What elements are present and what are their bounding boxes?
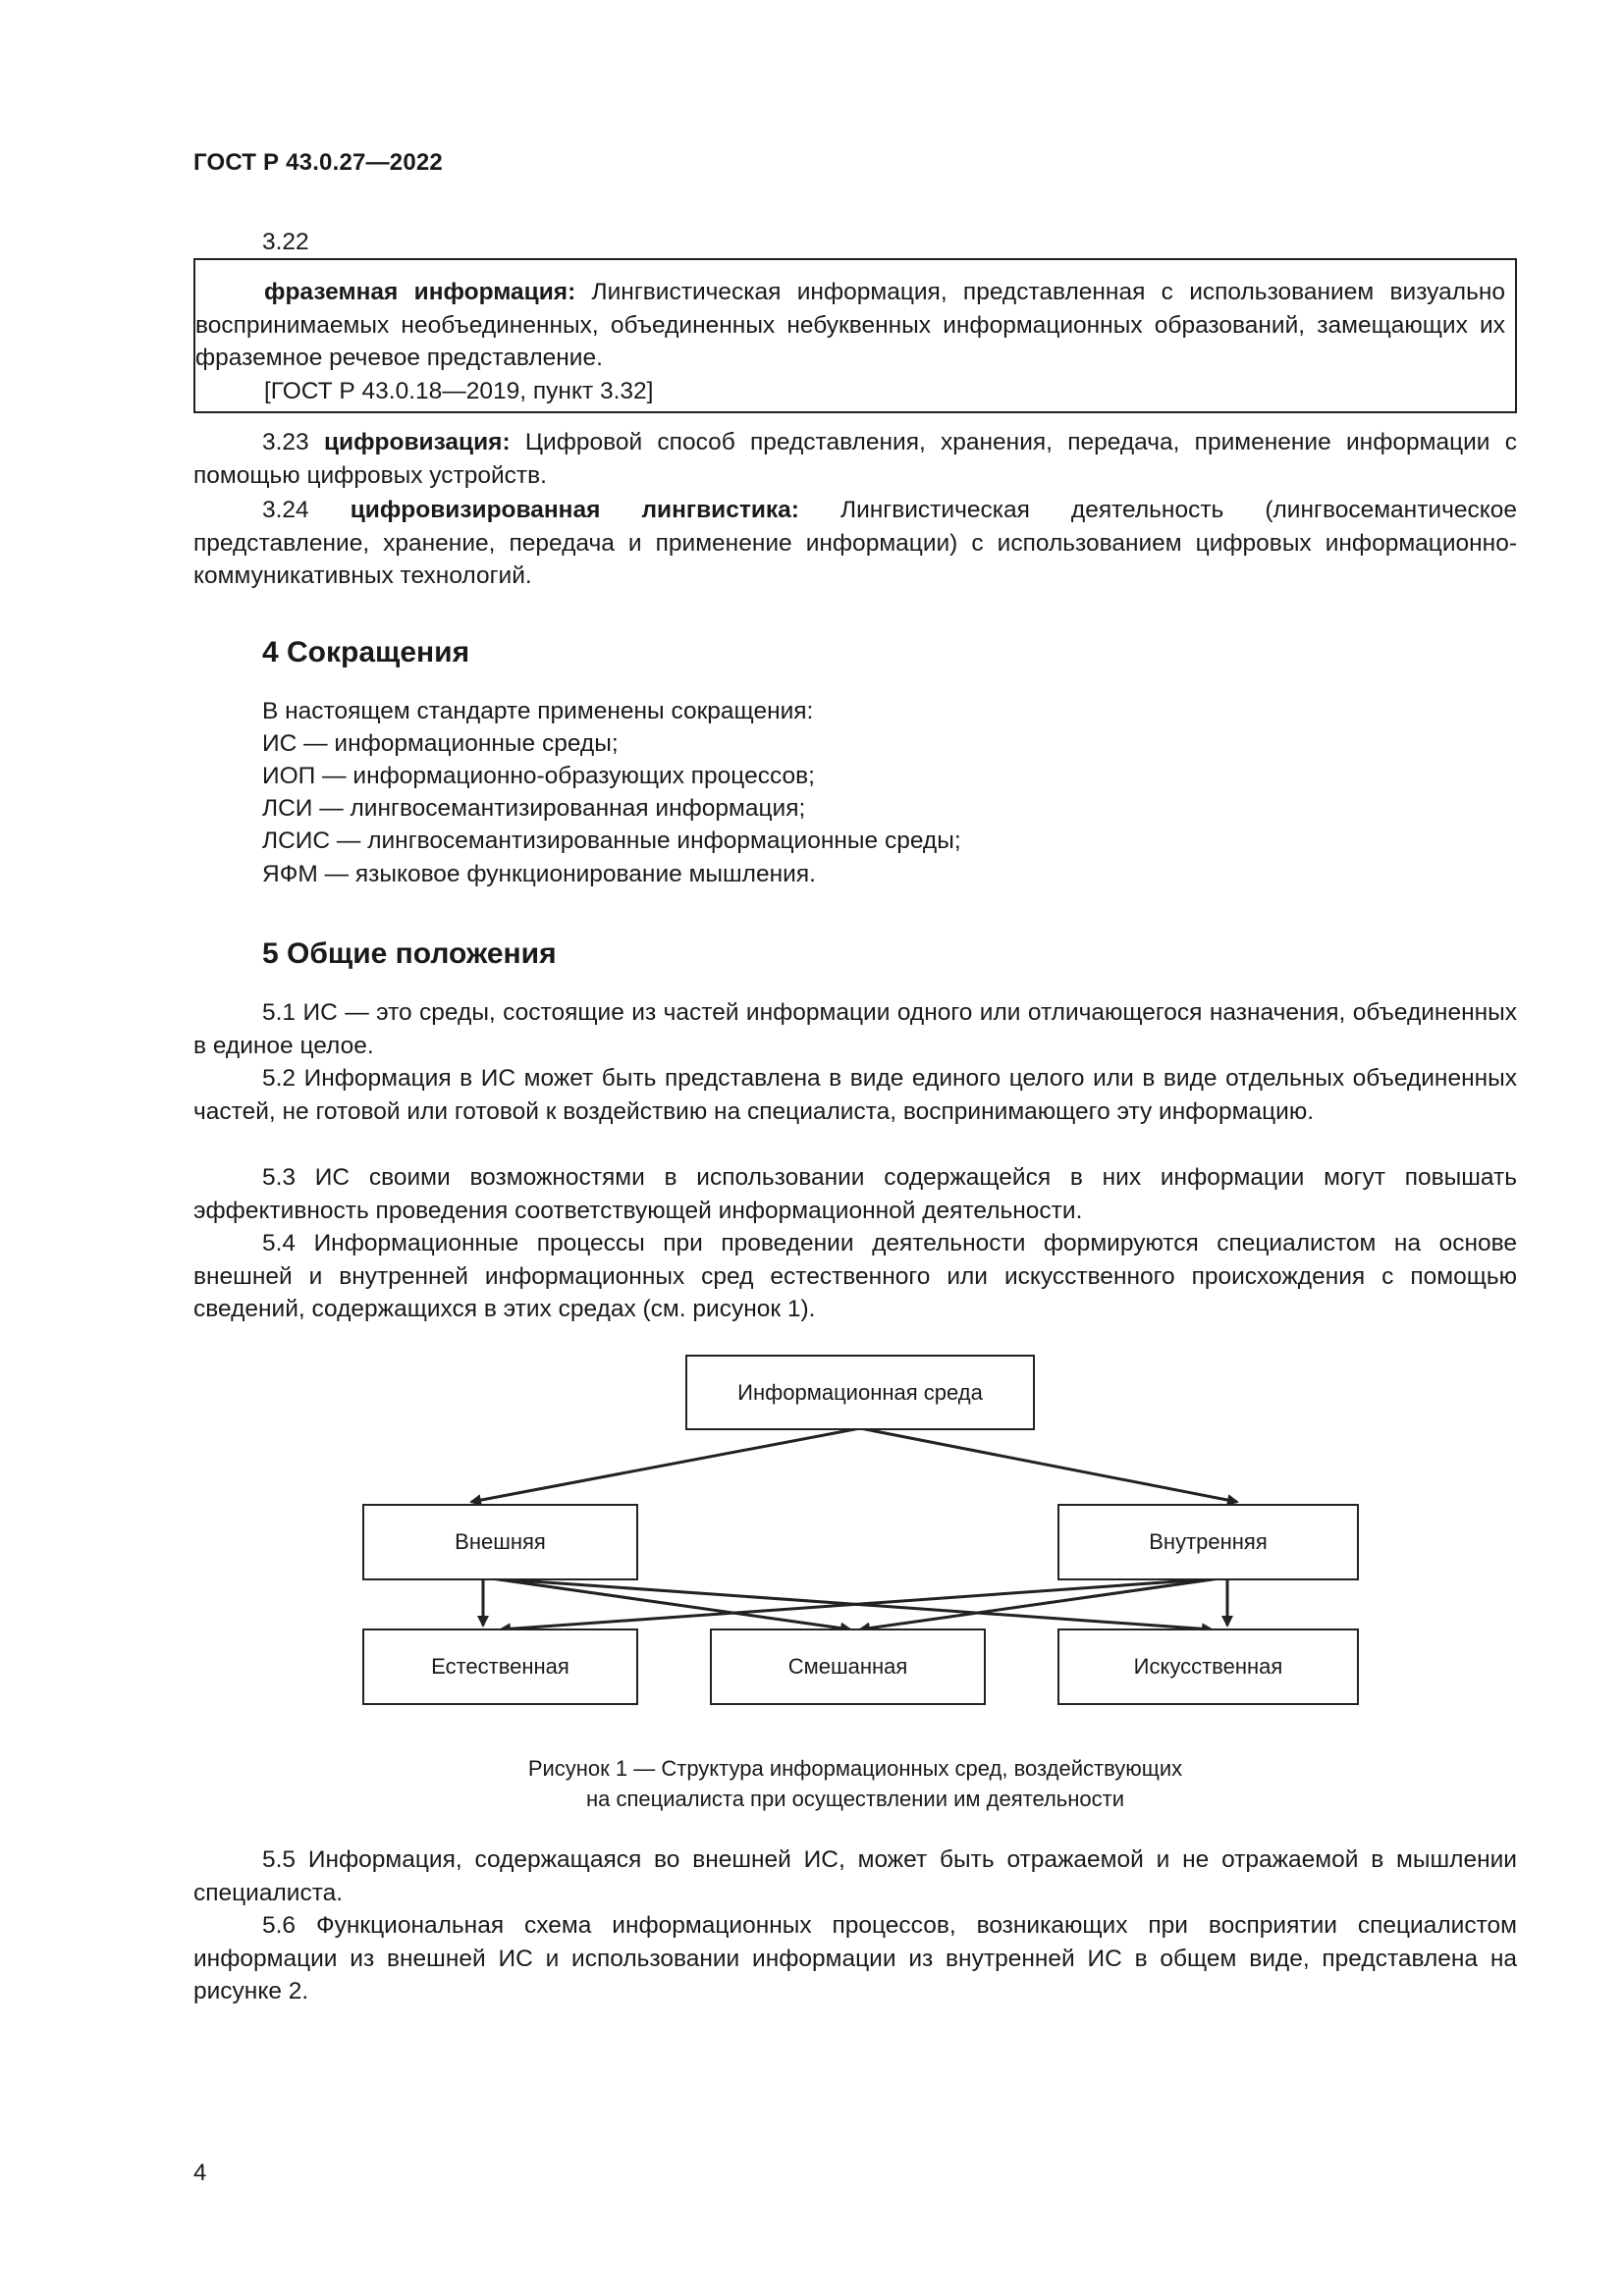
paragraph-5-3: 5.3 ИС своими возможностями в использовании содержащейся в них информации могут повышать эффективность проведения соответствующей информационной деятельности.: [193, 1164, 1517, 1224]
arrow-root-to-internal: [860, 1428, 1237, 1502]
term-3-22-definition: [195, 276, 1505, 375]
paragraph-5-2: 5.2 Информация в ИС может быть представлена в виде единого целого или в виде отдельных объединенных частей, не готовой или готовой к воздействию на специалиста, воспринимающего эту информацию.: [193, 1065, 1517, 1125]
document-code-header: ГОСТ Р 43.0.27—2022: [193, 149, 443, 176]
term-3-24-term: цифровизированная лингвистика:: [350, 497, 799, 523]
node-mixed: Смешанная: [710, 1629, 986, 1705]
term-3-23-term: цифровизация:: [323, 429, 511, 455]
node-internal: Внутренняя: [1057, 1504, 1359, 1580]
abbreviation-item: ИОП — информационно-образующих процессов;: [262, 763, 815, 789]
section-4-title: 4 Сокращения: [262, 636, 470, 668]
paragraph-5-1: 5.1 ИС — это среды, состоящие из частей информации одного или отличающегося назначения, объединенных в единое целое.: [193, 999, 1517, 1059]
abbreviation-item: ЛСИ — лингвосемантизированная информация;: [262, 795, 806, 822]
arrow-root-to-external: [471, 1428, 860, 1502]
term-3-23-text: Цифровой способ представления, хранения, передача, применение информации с помощью цифровых устройств.: [193, 429, 1517, 489]
term-3-23: [193, 426, 1517, 492]
term-number-3-22: 3.22: [262, 229, 309, 255]
node-artificial: Искусственная: [1057, 1629, 1359, 1705]
arrow-external-to-mixed: [491, 1578, 850, 1629]
paragraph-5-6: 5.6 Функциональная схема информационных процессов, возникающих при восприятии специалистом информации из внешней ИС и использовании информации из внутренней ИС в общем виде, представлена на рисунке 2.: [193, 1912, 1517, 2004]
node-external: Внешняя: [362, 1504, 638, 1580]
term-3-24: [193, 494, 1517, 593]
node-natural: Естественная: [362, 1629, 638, 1705]
term-3-22-term: фраземная информация:: [264, 279, 576, 305]
section-5-title: 5 Общие положения: [262, 937, 557, 970]
figure-1-caption-line-2: на специалиста при осуществлении им деятельности: [585, 1787, 1124, 1811]
arrow-internal-to-mixed: [860, 1578, 1219, 1629]
paragraph-5-4: 5.4 Информационные процессы при проведении деятельности формируются специалистом на основе внешней и внутренней информационных сред естественного или искусственного происхождения с помощью сведений, содержащихся в этих средах (см. рисунок 1).: [193, 1230, 1517, 1322]
term-3-22-reference: [ГОСТ Р 43.0.18—2019, пункт 3.32]: [264, 378, 654, 404]
abbreviation-item: ЛСИС — лингвосемантизированные информационные среды;: [262, 828, 961, 854]
abbreviation-item: ИС — информационные среды;: [262, 730, 619, 757]
abbreviation-item: ЯФМ — языковое функционирование мышления.: [262, 861, 816, 887]
arrow-internal-to-natural: [501, 1578, 1219, 1629]
paragraph-5-5: 5.5 Информация, содержащаяся во внешней ИС, может быть отражаемой и не отражаемой в мышлении специалиста.: [193, 1846, 1517, 1906]
arrow-external-to-artificial: [491, 1578, 1212, 1629]
page-number: 4: [193, 2160, 207, 2186]
figure-1-caption-line-1: Рисунок 1 — Структура информационных сред, воздействующих: [527, 1756, 1183, 1781]
term-3-24-text: Лингвистическая деятельность (лингвосемантическое представление, хранение, передача и применение информации) с использованием цифровых информационно-коммуникативных технологий.: [193, 497, 1517, 589]
section-4-intro: В настоящем стандарте применены сокращения:: [262, 698, 814, 724]
term-3-24-number: 3.24: [262, 497, 309, 523]
node-information-environment: Информационная среда: [685, 1355, 1035, 1430]
term-3-22-text: Лингвистическая информация, представленная с использованием визуально воспринимаемых необъединенных, объединенных небуквенных информационных образований, замещающих их фраземное речевое представление.: [195, 279, 1505, 371]
term-3-23-number: 3.23: [262, 429, 309, 455]
term-3-22-box: [193, 258, 1517, 413]
